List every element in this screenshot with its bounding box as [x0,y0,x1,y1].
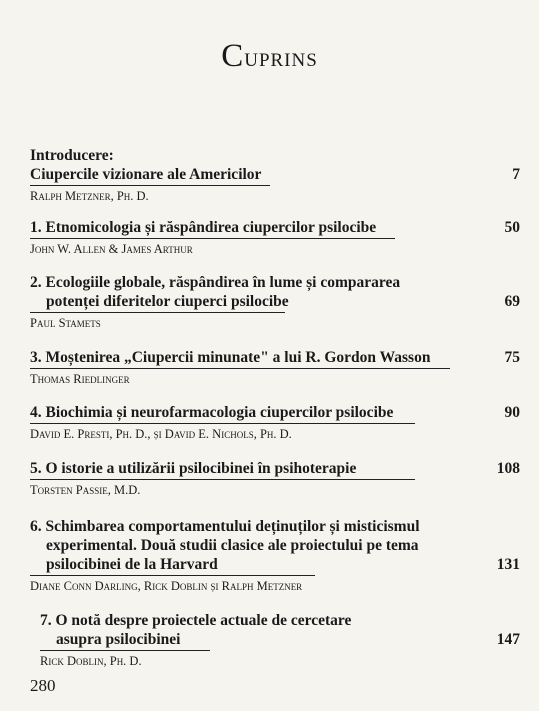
toc-entry-3[interactable] [30,348,520,388]
page-number: 280 [30,676,56,695]
entry-author: Paul Stamets [30,312,285,331]
entry-author: Torsten Passie, M.D. [30,479,415,498]
toc-entry-introduction[interactable] [30,146,520,205]
entry-page-number: 131 [496,556,520,573]
entry-page-number: 75 [504,349,520,366]
entry-author: Thomas Riedlinger [30,368,450,387]
entry-heading-line: asupra psilocibinei [56,631,181,648]
entry-page-number: 108 [496,460,520,477]
toc-entry-2[interactable] [30,273,520,332]
entry-heading: 3. Moștenirea „Ciupercii minunate" a lui R. Gordon Wasson [30,349,431,366]
toc-entry-5[interactable] [30,459,520,499]
page-title: Cuprins [221,38,318,74]
entry-heading-line: Ciupercile vizionare ale Americilor [30,166,262,183]
toc-entry-4[interactable] [30,403,520,443]
entry-page-number: 69 [504,293,520,310]
table-of-contents [30,146,520,670]
entry-page-number: 50 [504,219,520,236]
entry-author: Rick Doblin, Ph. D. [40,650,210,669]
entry-author: David E. Presti, Ph. D., și David E. Nichols, Ph. D. [30,423,415,442]
entry-heading-line: Introducere: [30,147,114,164]
entry-author: John W. Allen & James Arthur [30,238,395,257]
entry-heading-line: 7. O notă despre proiectele actuale de cercetare [40,612,352,629]
toc-entry-6[interactable] [30,517,520,595]
entry-heading-line: 2. Ecologiile globale, răspândirea în lume și compararea [30,274,401,291]
entry-author: Ralph Metzner, Ph. D. [30,185,270,204]
entry-page-number: 90 [504,404,520,421]
entry-heading: 1. Etnomicologia și răspândirea ciupercilor psilocibe [30,219,377,236]
toc-entry-7[interactable] [30,611,520,670]
entry-heading: 4. Biochimia și neurofarmacologia ciupercilor psilocibe [30,404,394,421]
entry-heading-line: 6. Schimbarea comportamentului deținuților și misticismul [30,518,420,535]
entry-heading: 5. O istorie a utilizării psilocibinei în psihoterapie [30,460,357,477]
entry-heading-line: potenței diferitelor ciuperci psilocibe [46,293,289,310]
entry-page-number: 147 [496,631,520,648]
entry-author: Diane Conn Darling, Rick Doblin și Ralph Metzner [30,575,315,594]
entry-heading-line: psilocibinei de la Harvard [46,556,218,573]
entry-heading-line: experimental. Două studii clasice ale proiectului pe tema [46,537,419,554]
entry-page-number: 7 [512,166,520,183]
toc-entry-1[interactable] [30,218,520,258]
